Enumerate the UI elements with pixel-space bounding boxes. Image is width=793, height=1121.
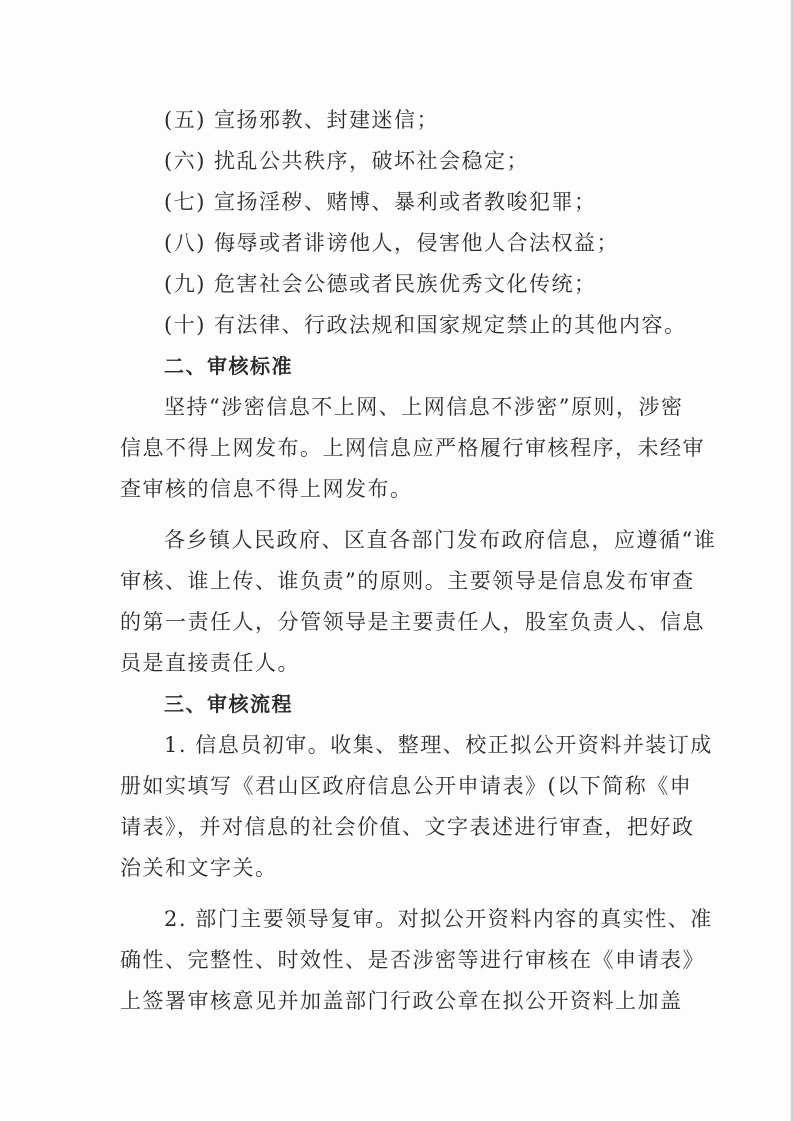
section-heading-review-standards: 二、审核标准 [164, 354, 293, 378]
section-heading-review-process: 三、审核流程 [164, 692, 293, 716]
paragraph-line: 审核、谁上传、谁负责”的原则。主要领导是信息发布审查 [120, 569, 695, 593]
paragraph-line: 2. 部门主要领导复审。对拟公开资料内容的真实性、准 [164, 907, 713, 931]
list-item: (十) 有法律、行政法规和国家规定禁止的其他内容。 [164, 313, 687, 337]
paragraph-line: 查审核的信息不得上网发布。 [120, 477, 413, 501]
paragraph-line: 上签署审核意见并加盖部门行政公章在拟公开资料上加盖 [120, 989, 683, 1013]
list-item: (七) 宣扬淫秽、赌博、暴利或者教唆犯罪； [164, 190, 597, 214]
paragraph-line: 信息不得上网发布。上网信息应严格履行审核程序，未经审 [120, 436, 705, 460]
paragraph-line: 1. 信息员初审。收集、整理、校正拟公开资料并装订成 [164, 733, 713, 757]
paragraph-line: 各乡镇人民政府、区直各部门发布政府信息，应遵循“谁 [164, 528, 717, 552]
paragraph-line: 治关和文字关。 [120, 856, 278, 880]
document-body [120, 100, 717, 1022]
list-item: (六) 扰乱公共秩序，破坏社会稳定； [164, 149, 530, 173]
paragraph-line: 坚持“涉密信息不上网、上网信息不涉密”原则，涉密 [164, 395, 684, 419]
list-item: (九) 危害社会公德或者民族优秀文化传统； [164, 272, 597, 296]
list-item: (五) 宣扬邪教、封建迷信； [164, 108, 440, 132]
list-item: (八) 侮辱或者诽谤他人，侵害他人合法权益； [164, 231, 620, 255]
paragraph-line: 的第一责任人，分管领导是主要责任人，股室负责人、信息 [120, 610, 705, 634]
paragraph-line: 员是直接责任人。 [120, 651, 300, 675]
paragraph-line: 确性、完整性、时效性、是否涉密等进行审核在《申请表》 [120, 948, 705, 972]
paragraph-line: 册如实填写《君山区政府信息公开申请表》(以下简称《申 [120, 774, 693, 798]
paragraph-line: 请表》，并对信息的社会价值、文字表述进行审查，把好政 [120, 815, 695, 839]
